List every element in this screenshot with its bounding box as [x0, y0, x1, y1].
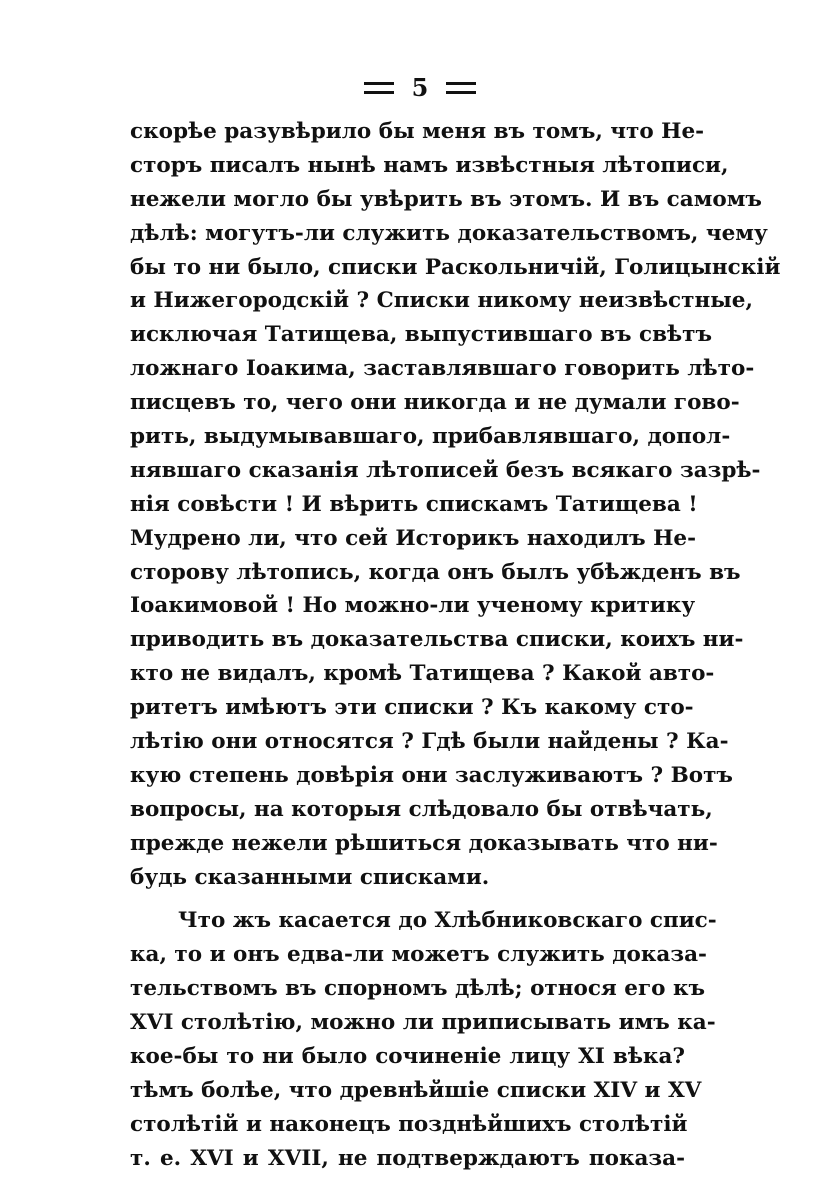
text-line: ка, то и онъ едва-ли можетъ служить доказа-: [130, 942, 707, 968]
page-header: [0, 70, 840, 106]
text-line: сторову лѣтопись, когда онъ былъ убѣжденъ въ: [130, 559, 741, 585]
paragraph-2: [130, 904, 717, 1175]
text-line: Что жъ касается до Хлѣбниковскаго спис-: [178, 908, 717, 934]
text-line: XVI столѣтію, можно ли приписывать имъ ка-: [130, 1010, 716, 1036]
text-line: вопросы, на которыя слѣдовало бы отвѣчать,: [130, 796, 713, 822]
text-line: кую степень довѣрія они заслуживаютъ ? Вотъ: [130, 762, 733, 788]
text-line: лѣтію они относятся ? Гдѣ были найдены ? Ка-: [130, 729, 729, 755]
text-line: т. е. XVI и XVII, не подтверждаютъ показа-: [130, 1145, 685, 1171]
page-number: 5: [411, 73, 429, 102]
text-line: ритетъ имѣютъ эти списки ? Къ какому сто-: [130, 695, 694, 721]
text-line: сторъ писалъ нынѣ намъ извѣстныя лѣтописи,: [130, 152, 729, 178]
text-line: нявшаго сказанія лѣтописей безъ всякаго зазрѣ-: [130, 457, 761, 483]
text-line: бы то ни было, списки Раскольничій, Голицынскій: [130, 254, 781, 280]
paragraph-1: [130, 115, 781, 894]
text-line: писцевъ то, чего они никогда и не думали гово-: [130, 390, 740, 416]
text-line: ложнаго Іоакима, заставлявшаго говорить лѣто-: [130, 356, 755, 382]
text-line: кто не видалъ, кромѣ Татищева ? Какой авто-: [130, 661, 715, 687]
header-rule-left: [364, 82, 394, 94]
header-rule-right: [446, 82, 476, 94]
text-line: Мудрено ли, что сей Историкъ находилъ Не-: [130, 525, 697, 551]
text-line: будь сказанными списками.: [130, 864, 490, 890]
text-line: дѣлѣ: могутъ-ли служить доказательствомъ, чему: [130, 220, 768, 246]
text-line: исключая Татищева, выпустившаго въ свѣтъ: [130, 322, 712, 348]
text-line: рить, выдумывавшаго, прибавлявшаго, допол-: [130, 424, 731, 450]
text-line: Іоакимовой ! Но можно-ли ученому критику: [130, 593, 696, 619]
text-line: прежде нежели рѣшиться доказывать что ни-: [130, 830, 718, 856]
text-line: приводить въ доказательства списки, коихъ ни-: [130, 627, 744, 653]
body-text: [130, 115, 781, 1176]
text-line: и Нижегородскій ? Списки никому неизвѣстные,: [130, 288, 753, 314]
text-line: кое-бы то ни было сочиненіе лицу XI вѣка?: [130, 1044, 685, 1070]
text-line: тельствомъ въ спорномъ дѣлѣ; относя его къ: [130, 976, 705, 1002]
text-line: нежели могло бы увѣрить въ этомъ. И въ самомъ: [130, 186, 762, 212]
text-line: нія совѣсти ! И вѣрить спискамъ Татищева !: [130, 491, 698, 517]
text-line: скорѣе разувѣрило бы меня въ томъ, что Не-: [130, 119, 705, 144]
text-line: тѣмъ болѣе, что древнѣйшіе списки XIV и XV: [130, 1077, 702, 1103]
text-line: столѣтій и наконецъ позднѣйшихъ столѣтій: [130, 1111, 688, 1137]
